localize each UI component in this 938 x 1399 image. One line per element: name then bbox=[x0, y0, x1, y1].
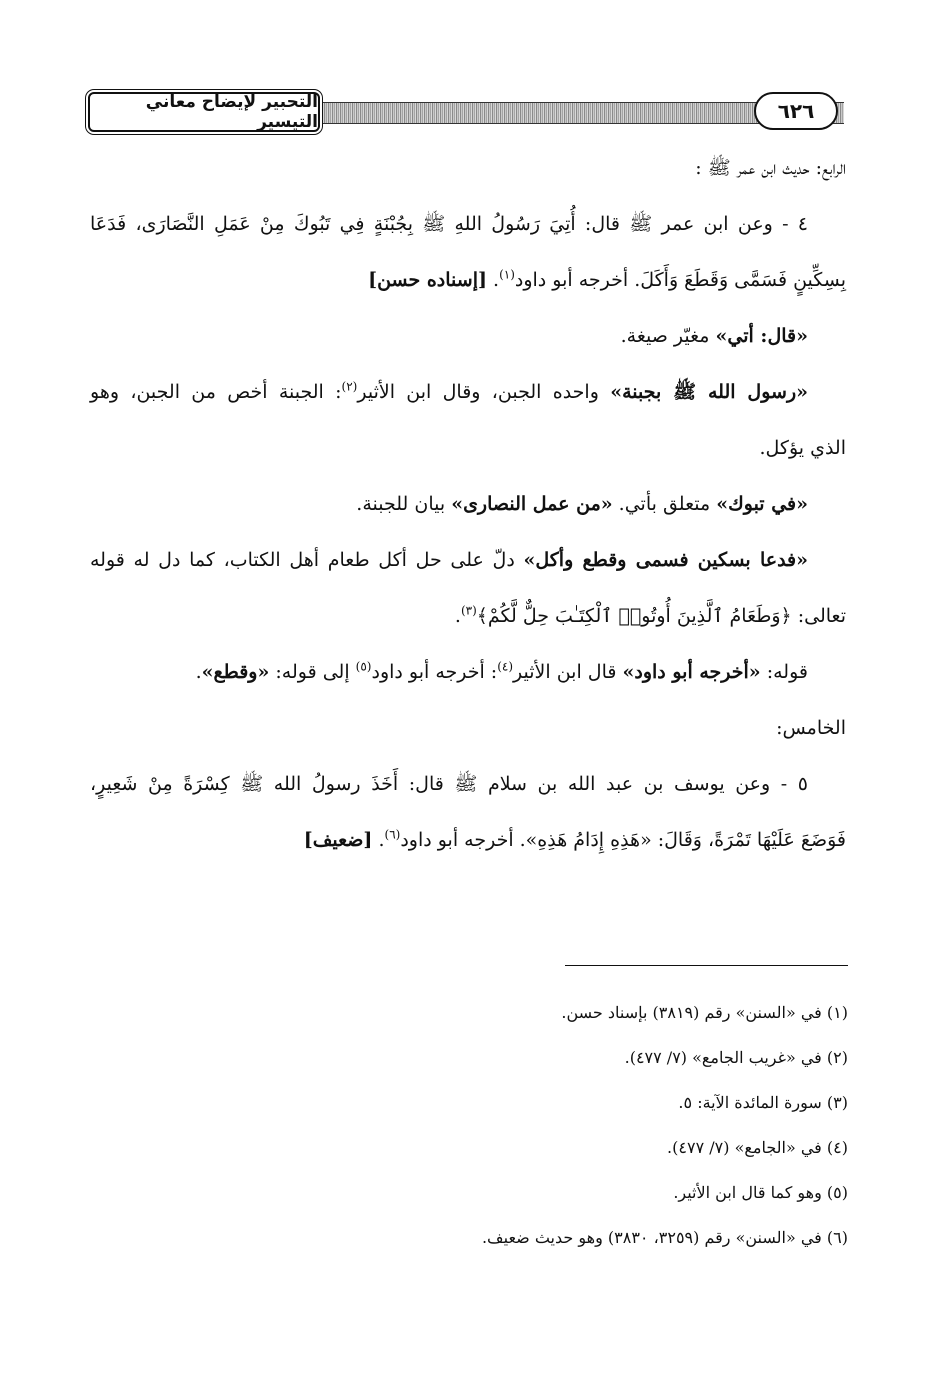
commentary-line-3: الذي يؤكل. bbox=[759, 437, 846, 459]
commentary-line-6: تعالى: ﴿وَطَعَامُ ٱلَّذِينَ أُوتُوا۟ ٱلْكِتَـٰبَ حِلٌّ لَّكُمْ﴾$^{(٣)}$. bbox=[454, 603, 846, 627]
hadith-4-line-2: بِسِكِّينٍ فَسَمَّى وَقَطَعَ وَأَكَلَ. أخرجه أبو داود$^{(١)}$. [إسناده حسن] bbox=[368, 267, 846, 291]
grading-hasan: [إسناده حسن] bbox=[368, 269, 487, 291]
hadith-4-line-1: ٤ - وعن ابن عمر ﷺ قال: أُتِيَ رَسُولُ اللهِ ﷺ بِجُبْنَةٍ فِي تَبُوكَ مِنْ عَمَلِ النَّصَارَى، فَدَعَا bbox=[90, 213, 808, 235]
footnote-ref-3: (٣) bbox=[460, 603, 477, 618]
book-title: التحبير لإيضاح معاني التيسير bbox=[88, 92, 320, 132]
footnote-item: (٣) سورة المائدة الآية: ٥. bbox=[678, 1093, 848, 1112]
commentary-line-7: قوله: «أخرجه أبو داود» قال ابن الأثير$^{(٤)}$: أخرجه أبو داود$^{(٥)}$ إلى قوله: «وقطع». bbox=[195, 659, 808, 683]
main-text bbox=[90, 140, 846, 868]
footnote-item: (٦) في «السنن» رقم (٣٢٥٩، ٣٨٣٠) وهو حديث ضعيف. bbox=[481, 1228, 848, 1247]
hadith-5-line-1: ٥ - وعن يوسف بن عبد الله بن سلام ﷺ قال: أَخَذَ رسولُ الله ﷺ كِسْرَةً مِنْ شَعِيرٍ، bbox=[90, 773, 808, 795]
footnote-item: (١) في «السنن» رقم (٣٨١٩) بإسناد حسن. bbox=[561, 1003, 848, 1022]
commentary-line-2: «رسول الله ﷺ بجبنة» واحده الجبن، وقال ابن الأثير$^{(٢)}$: الجبنة أخص من الجبن، وهو bbox=[90, 379, 808, 403]
footnote-ref-4: (٤) bbox=[497, 659, 514, 674]
footnote-item: (٢) في «غريب الجامع» (٧/ ٤٧٧). bbox=[624, 1048, 848, 1067]
commentary-line-5: «فدعا بسكين فسمى وقطع وأكل» دلّ على حل أكل طعام أهل الكتاب، كما دل له قوله bbox=[90, 549, 809, 571]
commentary-line-4: «في تبوك» متعلق بأتي. «من عمل النصارى» بيان للجبنة. bbox=[356, 493, 808, 515]
section-heading-fifth: الخامس: bbox=[776, 717, 846, 739]
quran-verse: تعالى: ﴿وَطَعَامُ ٱلَّذِينَ أُوتُوا۟ ٱلْكِتَـٰبَ حِلٌّ لَّكُمْ﴾ bbox=[476, 605, 846, 627]
footnote-ref-2: (٢) bbox=[341, 379, 358, 394]
section-heading-fourth: الرابع: حديث ابن عمر ﷺ : bbox=[695, 157, 846, 179]
footnote-divider bbox=[565, 965, 848, 966]
grading-daif: [ضعيف] bbox=[303, 829, 373, 851]
page-header bbox=[88, 92, 844, 138]
commentary-line-1: «قال: أتي» مغيّر صيغة. bbox=[620, 325, 808, 347]
page-number: ٦٢٦ bbox=[754, 92, 838, 130]
footnote-item: (٥) وهو كما قال ابن الأثير. bbox=[673, 1183, 848, 1202]
hadith-5-line-2: فَوَضَعَ عَلَيْهَا تَمْرَةً، وَقَالَ: «هَذِهِ إِدَامُ هَذِهِ». أخرجه أبو داود$^{(٦)}$. [ضعيف] bbox=[303, 827, 846, 851]
footnote-ref-6: (٦) bbox=[384, 827, 401, 842]
footnote-ref-5: (٥) bbox=[355, 659, 372, 674]
footnotes bbox=[248, 990, 848, 1260]
footnote-item: (٤) في «الجامع» (٧/ ٤٧٧). bbox=[667, 1138, 848, 1157]
footnote-ref-1: (١) bbox=[499, 267, 515, 282]
